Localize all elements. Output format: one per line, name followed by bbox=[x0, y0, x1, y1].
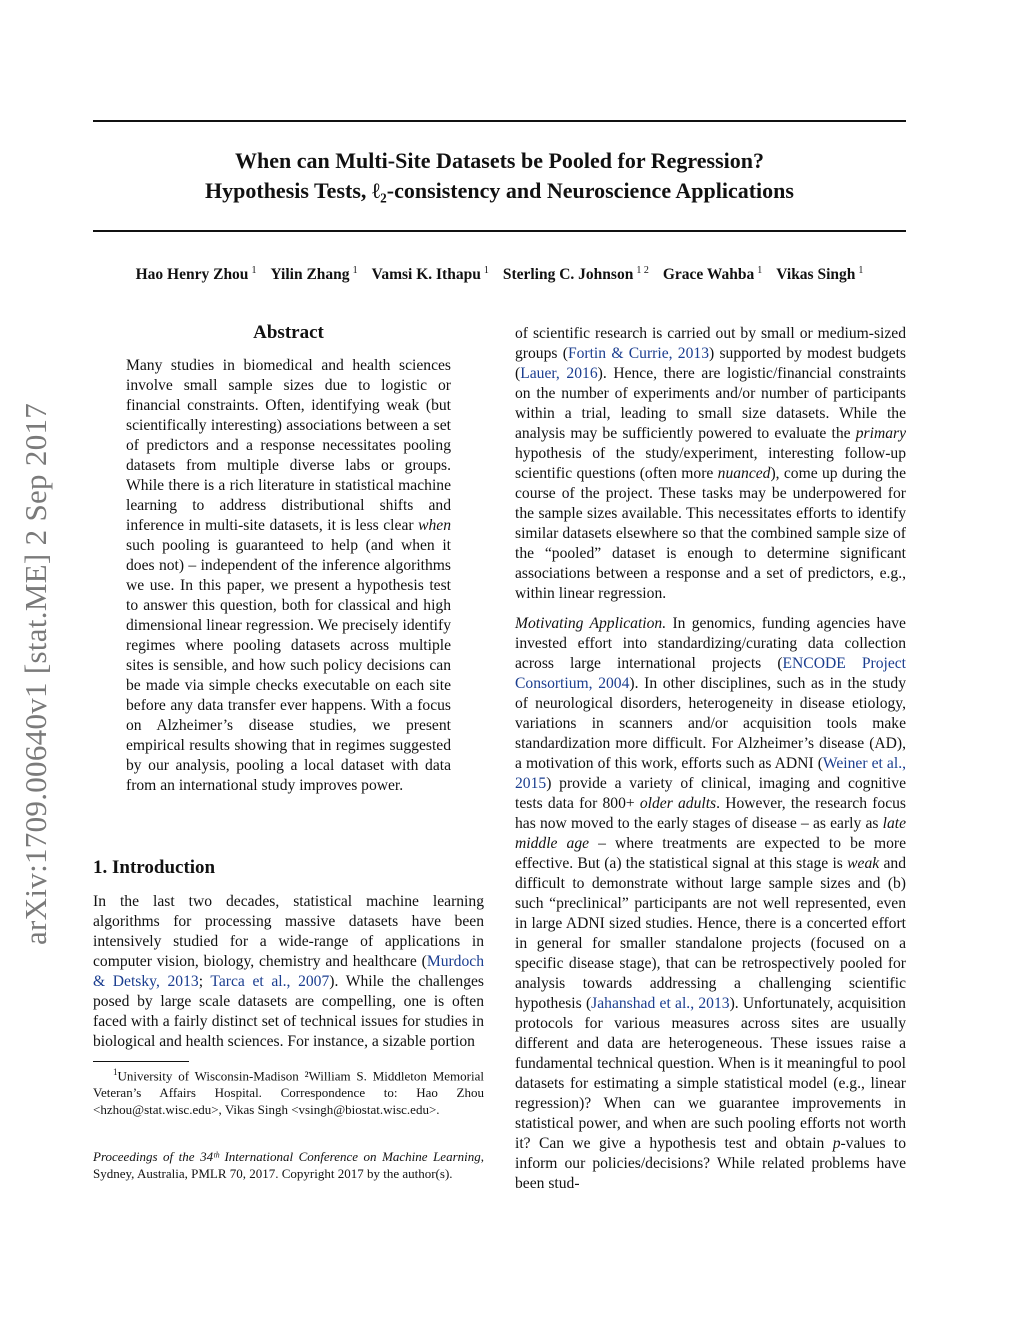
text-run: ) provide a variety of clinical, imaging and cognitive tests data for 800+ bbox=[515, 775, 906, 812]
title-rule-bottom bbox=[93, 230, 906, 232]
title-line-1: When can Multi-Site Datasets be Pooled for Regression? bbox=[235, 148, 764, 173]
author-affiliation: 1 bbox=[352, 265, 358, 276]
text-run: hypothesis of the study/experiment, interesting follow-up scientific questions (often more bbox=[515, 445, 906, 482]
text-run: ), come up during the course of the project. These tasks may be underpowered for the sample sizes available. This necessitates efforts to identify similar datasets elsewhere so that the combined sample size of the “pooled” dataset is enough to determine significant associations between a response and a set of predictors, e.g., within linear regression. bbox=[515, 465, 906, 602]
citation-link[interactable]: ENCODE Project Consortium, 2004 bbox=[515, 655, 906, 692]
author bbox=[503, 266, 649, 283]
text-run: of scientific research is carried out by small or medium-sized groups ( bbox=[515, 325, 906, 362]
emphasis-text: late middle age bbox=[515, 815, 906, 852]
text-run: In genomics, funding agencies have invested effort into standardizing/curating data collection across large international projects ( bbox=[515, 615, 906, 672]
author-affiliation: 1 2 bbox=[636, 265, 649, 276]
text-run: ). In other disciplines, such as in the study of neurological disorders, heterogeneity in disease etiology, variations in scanners and/or acquisition tools make standardization more difficult. For Alzheimer’s disease (AD), a motivation of this work, efforts such as ADNI ( bbox=[515, 675, 906, 772]
citation-link[interactable]: Lauer, 2016 bbox=[520, 365, 598, 382]
emphasis-text: p bbox=[832, 1135, 841, 1152]
author-name: Vikas Singh bbox=[776, 266, 856, 284]
proceedings-details: , Sydney, Australia, PMLR 70, 2017. Copyright 2017 by the author(s). bbox=[93, 1149, 484, 1181]
emphasis-text: nuanced bbox=[717, 465, 771, 482]
text-run: . However, the research focus has now moved to the early stages of disease – as early as bbox=[515, 795, 906, 832]
author-affiliation: 1 bbox=[483, 265, 489, 276]
author-list bbox=[93, 265, 906, 284]
paper-title bbox=[93, 146, 906, 206]
author bbox=[663, 266, 762, 283]
text-run: ) supported by modest budgets ( bbox=[515, 345, 907, 382]
title-rule-top bbox=[93, 120, 906, 122]
citation-link[interactable]: Murdoch & Detsky, 2013 bbox=[93, 953, 484, 990]
footnote-affiliations: $^1$University of Wisconsin-Madison ²William S. Middleton Memorial Veteran’s Affairs Hospital. Correspondence to: Hao Zhou <hzhou@stat.wisc.edu>, Vikas Singh <vsingh@biostat.wisc.edu>. bbox=[93, 1067, 484, 1117]
author-affiliation: 1 bbox=[251, 265, 257, 276]
text-run: ). Hence, there are logistic/financial constraints on the number of experiments and/or number of participants within a trial, leading to small size datasets. While the analysis may be sufficiently powered to evaluate the bbox=[515, 365, 906, 442]
paragraph bbox=[93, 892, 484, 1052]
emphasis-text: primary bbox=[855, 425, 906, 442]
text-run: Many studies in biomedical and health sciences involve small sample sizes due to logistic or financial constraints. Often, identifying weak (but scientifically interesting) associations between a set of predictors and a response necessitates pooling datasets from multiple diverse labs or groups. While there is a rich literature in statistical machine learning to address distributional shifts and inference in multi-site datasets, it is less clear bbox=[126, 357, 451, 534]
text-run: such pooling is guaranteed to help (and when it does not) – independent of the inference algorithms we use. In this paper, we present a hypothesis test to answer this question, both for classical and high dimensional linear regression. We precisely identify regimes where pooling datasets across multiple sites is sensible, and how such policy decisions can be made via simple checks executable on each site before any data transfer ever happens. With a focus on Alzheimer’s disease studies, we present empirical results showing that in regimes suggested by our analysis, pooling a local dataset with data from an international study improves power. bbox=[126, 537, 451, 794]
arxiv-identifier: arXiv:1709.00640v1 [stat.ME] 2 Sep 2017 bbox=[18, 402, 53, 945]
title-line-2: Hypothesis Tests, ℓ₂-consistency and Neuroscience Applications bbox=[205, 178, 794, 203]
paragraph bbox=[515, 324, 906, 604]
text-run: and difficult to demonstrate without large sample sizes and (b) such “preclinical” participants are not well represented, even in large ADNI sized studies. Hence, there is a concerted effort in general for smaller standalone projects (focused on a specific disease stage), that can be retrospectively pooled for analysis towards addressing a challenging scientific hypothesis ( bbox=[515, 855, 906, 1012]
emphasis-text: Motivating Application. bbox=[515, 615, 667, 632]
author-name: Sterling C. Johnson bbox=[502, 266, 634, 284]
paragraph bbox=[126, 356, 451, 796]
proceedings-venue: Proceedings of the 34ᵗʰ International Conference on Machine Learning bbox=[93, 1149, 481, 1164]
text-run: ; bbox=[198, 973, 211, 990]
citation-link[interactable]: Jahanshad et al., 2013 bbox=[591, 995, 730, 1012]
author-name: Vamsi K. Ithapu bbox=[371, 266, 481, 284]
author-affiliation: 1 bbox=[757, 265, 763, 276]
author bbox=[270, 266, 357, 283]
author bbox=[776, 266, 863, 283]
author-affiliation: 1 bbox=[858, 265, 864, 276]
citation-link[interactable]: Fortin & Currie, 2013 bbox=[567, 345, 709, 362]
right-column-body bbox=[515, 324, 906, 1194]
emphasis-text: older adults bbox=[639, 795, 717, 812]
citation-link[interactable]: Weiner et al., 2015 bbox=[515, 755, 906, 792]
text-run: -values to inform our policies/decisions? While related problems have been stud- bbox=[515, 1135, 906, 1192]
text-run: ). While the challenges posed by large scale datasets are compelling, one is often faced with a fairly distinct set of technical issues for studies in biological and health sciences. For instance, a sizable portion bbox=[93, 973, 484, 1050]
abstract-body bbox=[126, 356, 451, 796]
footnote-rule bbox=[93, 1061, 189, 1062]
citation-link[interactable]: Tarca et al., 2007 bbox=[210, 973, 330, 990]
author-name: Yilin Zhang bbox=[270, 266, 350, 284]
text-run: – where treatments are expected to be more effective. But (a) the statistical signal at this stage is bbox=[515, 835, 907, 872]
author-name: Hao Henry Zhou bbox=[135, 266, 249, 284]
affiliations-text: University of Wisconsin-Madison ²William S. Middleton Memorial Veteran’s Affairs Hospital. Correspondence to: Hao Zhou <hzhou@stat.wisc.edu>, Vikas Singh <vsingh@biostat.wisc.edu>. bbox=[93, 1068, 484, 1117]
emphasis-text: weak bbox=[847, 855, 880, 872]
author bbox=[136, 266, 257, 283]
author bbox=[372, 266, 489, 283]
introduction-heading: 1. Introduction bbox=[93, 857, 216, 878]
text-run: In the last two decades, statistical machine learning algorithms for processing massive datasets have been intensively studied for a wide-range of applications in computer vision, biology, chemistry and healthcare ( bbox=[93, 893, 484, 970]
emphasis-text: when bbox=[418, 517, 451, 534]
text-run: ). Unfortunately, acquisition protocols for various measures across sites are usually different and data are heterogeneous. These issues raise a fundamental technical question. When is it meaningful to pool datasets for estimating a simple statistical model (e.g., linear regression)? When can we guarantee improvements in statistical power, and when are such pooling efforts not worth it? Can we give a hypothesis test and obtain bbox=[515, 995, 906, 1152]
introduction-body bbox=[93, 892, 484, 1052]
footnote-proceedings bbox=[93, 1149, 484, 1182]
abstract-heading: Abstract bbox=[253, 322, 324, 343]
paragraph bbox=[515, 614, 906, 1194]
author-name: Grace Wahba bbox=[662, 266, 755, 284]
